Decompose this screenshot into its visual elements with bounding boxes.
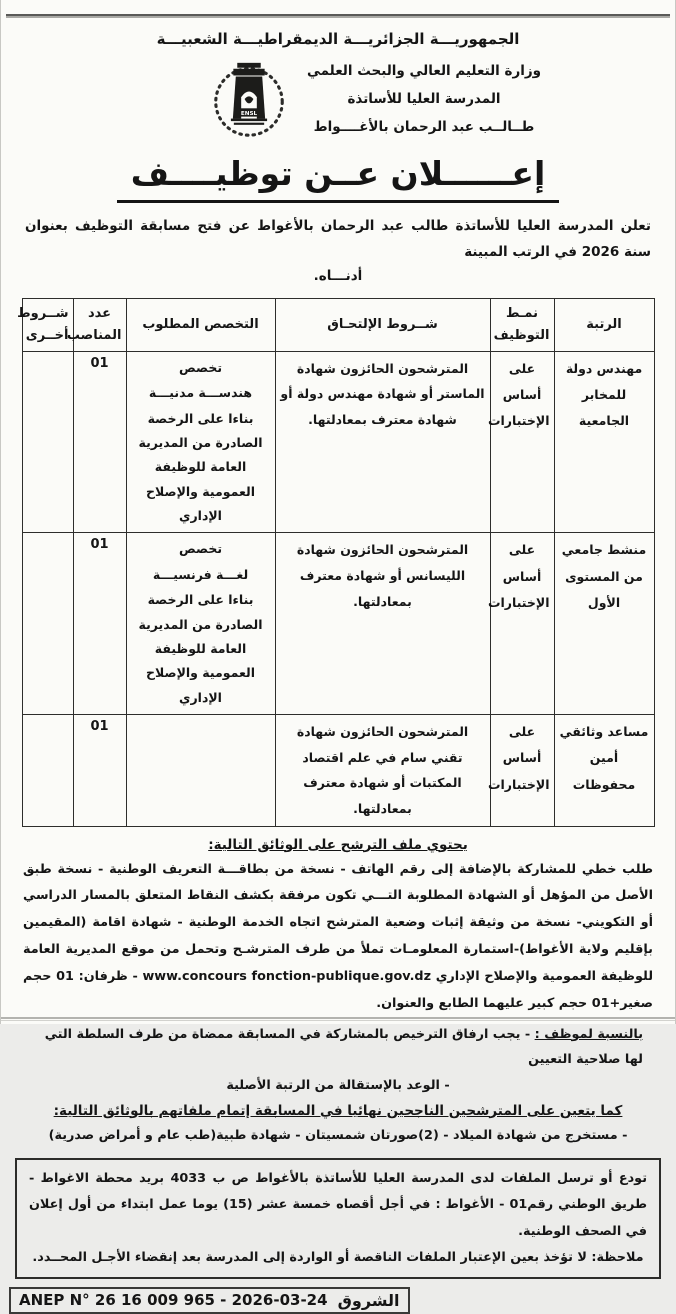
cell-other [22,715,73,827]
docs-heading-1: يحتوي ملف الترشح على الوثائق التالية: [208,836,468,853]
column-header-specialty: التخصص المطلوب [126,298,275,351]
deposit-note [29,1245,647,1271]
anep-number: ANEP N° 26 16 009 965 - 2026-03-24 [19,1291,328,1310]
cell-other [22,351,73,533]
table-header-row [22,298,654,351]
specialty-note: بناءا على الرخصة الصادرة من المديرية العامة للوظيفة العمومية والإصلاح الإداري [138,592,263,705]
employee-note-label: بالنسبة لموظف : [534,1026,643,1042]
cell-specialty [126,351,275,533]
column-header-rank: الرتبة [554,298,654,351]
specialty-label: تخصص [178,541,223,557]
final-docs-line: - مستخرج من شهادة الميلاد - (2)صورتان شمسيتان - شهادة طبية(طب عام و أمراض صدرية) [48,1127,628,1143]
cell-rank: منشط جامعي من المستوى الأول [554,533,654,715]
deposit-text: تودع أو ترسل الملفات لدى المدرسة العليا للأساتذة بالأغواط ص ب 4033 بريد محطة الاغواط - طريق الوطني رقم01 - الأغواط : في أجل أقصاه خمسة عشر (15) يوما عمل ابتداء من أول إعلان في الصحف الوطنية. [29,1171,647,1239]
cell-specialty [126,715,275,827]
employee-note [23,1022,643,1073]
top-divider [6,14,670,18]
announcement-title: إعــــــلان عــن توظيــــف [117,154,560,203]
emblem-label: ENSL [240,111,258,118]
column-header-positions: عدد المناصب [73,298,126,351]
republic-title: الجمهوريـــة الجزائريـــة الديمقراطيـــة الشعبيـــة [156,30,520,48]
cell-other [22,533,73,715]
specialty-name: لغـــة فرنسيـــة [152,566,249,582]
cell-mode: على أساس الإختبارات [490,351,554,533]
announcement-intro-tail: أدنـــاه. [313,267,363,284]
deposit-box [15,1158,661,1279]
cell-conditions: المترشحون الحائزون شهادة تقني سام في علم اقتصاد المكتبات أو شهادة معترف بمعادلتها. [275,715,490,827]
cell-conditions: المترشحون الحائزون شهادة الليسانس أو شهادة معترف بمعادلتها. [275,533,490,715]
cell-rank: مهندس دولة للمخابر الجامعية [554,351,654,533]
cell-positions: 01 [73,533,126,715]
cell-positions: 01 [73,351,126,533]
deposit-note-text: لا تؤخذ بعين الإعتبار الملفات الناقصة أو الواردة إلى المدرسة بعد إنقضاء الأجـل المحــدد. [32,1249,587,1265]
docs-paragraph: طلب خطي للمشاركة بالإضافة إلى رقم الهاتف - نسخة من بطاقـــة التعريف الوطنية - نسخة طبق الأصل من المؤهل أو الشهادة المطلوبة التـــي تكون مرفقة بكشف النقاط المتعلق بالمسار الدراسي أو التكويني- نسخة من وثيقة إثبات وضعية المترشح اتجاه الخدمة الوطنية - شهادة اقامة (المقيمين بإقليم ولاية الأغواط)-استمارة المعلومـات تملأ من طرف المترشـح وتحمل من موقع المديرية العامة للوظيفة العمومية والإصلاح الإداري www.concours fonction-publique.gov.dz - ظرفان: 01 حجم صغير+01 حجم كبير عليهما الطابع والعنوان. [23,861,654,1011]
table-row [22,715,654,827]
specialty-label: تخصص [178,359,223,375]
cell-conditions: المترشحون الحائزون شهادة الماستر أو شهادة مهندس دولة أو شهادة معترف بمعادلتها. [275,351,490,533]
specialty-name: هندســـة مدنيـــة [148,385,253,401]
ministry-name: وزارة التعليم العالي والبحث العلمي [306,63,542,80]
letterhead [71,56,675,144]
cell-rank: مساعد وثائقي أمين محفوظات [554,715,654,827]
announcement-intro: تعلن المدرسة العليا للأساتذة طالب عبد الرحمان بالأغواط عن فتح مسابقة التوظيف بعنوان سنة 2026 في الرتب المبينة [25,218,651,261]
employee-note-item-2: - الوعد بالإستقالة من الرتبة الأصلية [226,1077,450,1093]
column-header-conditions: شــروط الإلتحـاق [275,298,490,351]
column-header-other: شــروط أخــرى [22,298,73,351]
institution-block [307,58,541,141]
recruitment-table [17,298,655,827]
specialty-note: بناءا على الرخصة الصادرة من المديرية العامة للوظيفة العمومية والإصلاح الإداري [138,410,263,524]
documents-section [23,837,653,1149]
deposit-note-label: ملاحظة: [591,1249,644,1265]
cell-mode: على أساس الإختبارات [490,715,554,827]
cell-mode: على أساس الإختبارات [490,533,554,715]
bottom-divider [1,1017,675,1021]
employee-note-item-1: - يجب ارفاق الترخيص بالمشاركة في المسابقة ممضاة من طرف السلطة التي لها صلاحية التعيين [44,1026,643,1068]
school-name-line2: طــالــب عبد الرحمان بالأغــــواط [313,118,535,135]
cell-specialty [126,533,275,715]
docs-heading-2: كما يتعين على المترشحين الناجحين نهائيا في المسابقة إتمام ملفاتهم بالوثائق التالية: [53,1102,623,1119]
anep-box [9,1287,410,1314]
school-name-line1: المدرسة العليا للأساتذة [347,91,501,108]
school-emblem-logo [205,56,293,144]
table-row [22,533,654,715]
table-row [22,351,654,533]
cell-positions: 01 [73,715,126,827]
footer [1,1279,675,1314]
newspaper-logo: الشروق [337,1290,400,1310]
column-header-mode: نمـط التوظيف [490,298,554,351]
